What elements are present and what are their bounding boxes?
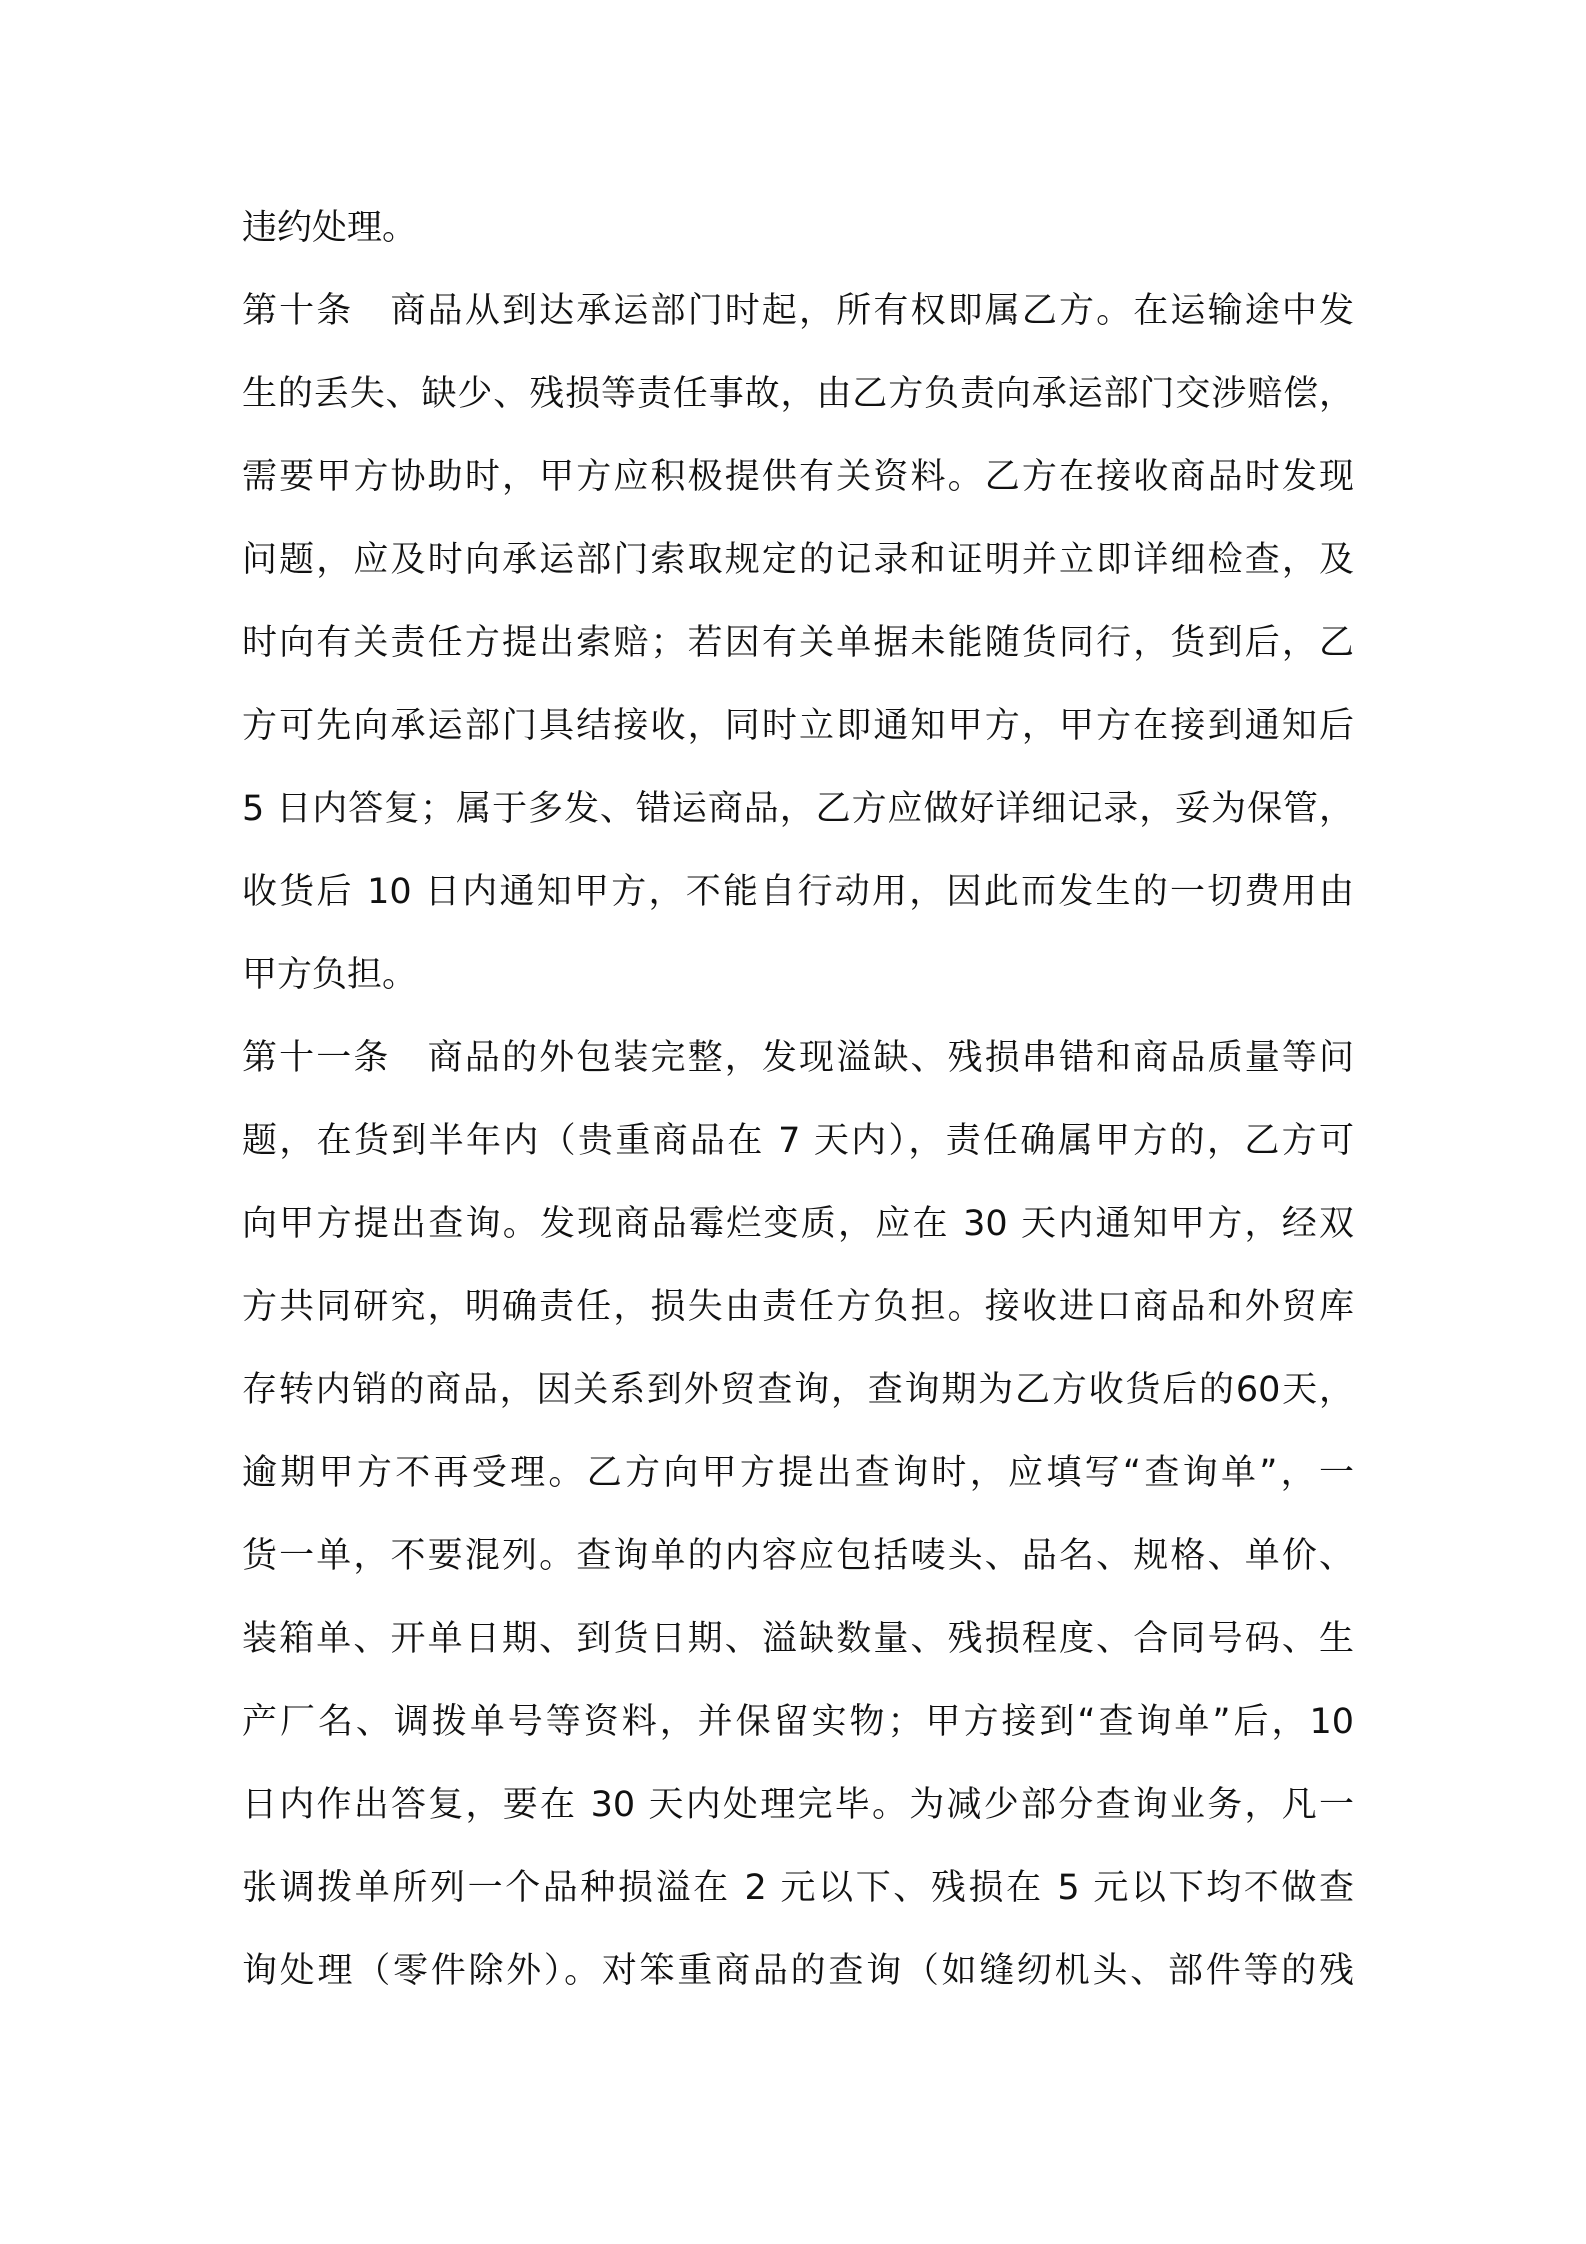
text-line: 第十条 商品从到达承运部门时起，所有权即属乙方。在运输途中发 xyxy=(242,291,1354,331)
text-line: 货一单，不要混列。查询单的内容应包括唛头、品名、规格、单价、 xyxy=(242,1536,1354,1576)
text-line: 需要甲方协助时，甲方应积极提供有关资料。乙方在接收商品时发现 xyxy=(242,457,1354,497)
text-line: 5 日内答复；属于多发、错运商品，乙方应做好详细记录，妥为保管， xyxy=(242,789,1354,829)
text-line: 产厂名、调拨单号等资料，并保留实物；甲方接到“查询单”后，10 xyxy=(242,1702,1354,1742)
text-line: 日内作出答复，要在 30 天内处理完毕。为减少部分查询业务，凡一 xyxy=(242,1785,1354,1825)
text-line: 收货后 10 日内通知甲方，不能自行动用，因此而发生的一切费用由 xyxy=(242,872,1354,912)
text-line: 生的丢失、缺少、残损等责任事故，由乙方负责向承运部门交涉赔偿， xyxy=(242,374,1354,414)
text-line: 存转内销的商品，因关系到外贸查询，查询期为乙方收货后的60天， xyxy=(242,1370,1354,1410)
text-line: 题，在货到半年内（贵重商品在 7 天内），责任确属甲方的，乙方可 xyxy=(242,1121,1354,1161)
text-line: 时向有关责任方提出索赔；若因有关单据未能随货同行，货到后，乙 xyxy=(242,623,1354,663)
text-line: 装箱单、开单日期、到货日期、溢缺数量、残损程度、合同号码、生 xyxy=(242,1619,1354,1659)
text-line: 甲方负担。 xyxy=(242,955,418,995)
text-line: 第十一条 商品的外包装完整，发现溢缺、残损串错和商品质量等问 xyxy=(242,1038,1354,1078)
text-line: 方可先向承运部门具结接收，同时立即通知甲方，甲方在接到通知后 xyxy=(242,706,1354,746)
text-line: 张调拨单所列一个品种损溢在 2 元以下、残损在 5 元以下均不做查 xyxy=(242,1868,1354,1908)
text-line: 违约处理。 xyxy=(242,208,418,248)
text-line: 方共同研究，明确责任，损失由责任方负担。接收进口商品和外贸库 xyxy=(242,1287,1354,1327)
text-line: 逾期甲方不再受理。乙方向甲方提出查询时，应填写“查询单”，一 xyxy=(242,1453,1354,1493)
text-line: 向甲方提出查询。发现商品霉烂变质，应在 30 天内通知甲方，经双 xyxy=(242,1204,1354,1244)
text-line: 问题，应及时向承运部门索取规定的记录和证明并立即详细检查，及 xyxy=(242,540,1354,580)
text-line: 询处理（零件除外）。对笨重商品的查询（如缝纫机头、部件等的残 xyxy=(242,1951,1354,1991)
